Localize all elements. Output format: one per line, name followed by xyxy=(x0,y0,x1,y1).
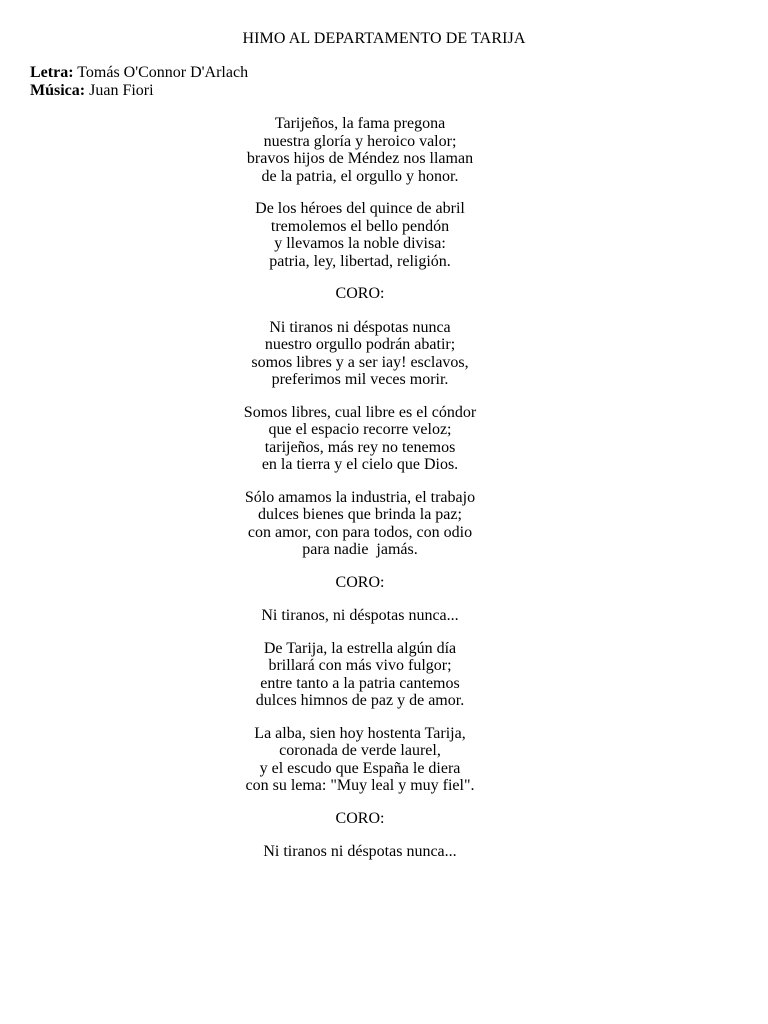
stanza xyxy=(0,489,720,559)
verse-line: preferimos mil veces morir. xyxy=(271,371,449,388)
credit-lyrics xyxy=(30,64,248,82)
verse-line: somos libres y a ser iay! esclavos, xyxy=(251,353,469,371)
verse-line: Ni tiranos, ni déspotas nunca... xyxy=(261,607,459,624)
verse-line: Ni tiranos ni déspotas nunca xyxy=(269,318,451,336)
verse-line: bravos hijos de Méndez nos llaman xyxy=(246,150,474,167)
verse-line: Somos libres, cual libre es el cóndor xyxy=(243,403,477,421)
verse-line: brillará con más vivo fulgor; xyxy=(268,657,452,674)
verse-line: nuestra gloría y heroico valor; xyxy=(263,132,457,150)
stanza xyxy=(0,115,720,185)
verse-line: Ni tiranos ni déspotas nunca... xyxy=(263,843,457,860)
stanza xyxy=(0,404,720,474)
poem-body xyxy=(0,115,720,876)
credit-lyrics-value: Tomás O'Connor D'Arlach xyxy=(73,64,249,81)
verse-line: CORO: xyxy=(335,573,385,591)
verse-line: De Tarija, la estrella algún día xyxy=(263,639,457,657)
verse-line: tarijeños, más rey no tenemos xyxy=(264,438,456,456)
verse-line: y llevamos la noble divisa: xyxy=(274,235,446,252)
verse-line: nuestro orgullo podrán abatir; xyxy=(264,336,456,353)
verse-line: dulces bienes que brinda la paz; xyxy=(258,506,462,523)
stanza xyxy=(0,200,720,270)
chorus-heading xyxy=(0,285,720,303)
credit-lyrics-label: Letra: xyxy=(30,64,74,81)
credit-music-value: Juan Fiori xyxy=(85,82,154,99)
verse-line: CORO: xyxy=(335,809,385,827)
stanza xyxy=(0,640,720,710)
chorus-heading xyxy=(0,574,720,592)
verse-line: entre tanto a la patria cantemos xyxy=(260,674,460,692)
verse-line: tremolemos el bello pendón xyxy=(270,217,450,235)
stanza xyxy=(0,607,720,625)
stanza xyxy=(0,843,720,861)
stanza xyxy=(0,319,720,389)
verse-line: CORO: xyxy=(335,285,385,302)
verse-line: de la patria, el orgullo y honor. xyxy=(261,167,459,185)
page-title: HIMO AL DEPARTAMENTO DE TARIJA xyxy=(242,30,526,47)
credits-block xyxy=(30,64,248,100)
verse-line: con su lema: "Muy leal y muy fiel". xyxy=(245,777,475,794)
verse-line: y el escudo que España le diera xyxy=(259,759,461,777)
verse-line: Sólo amamos la industria, el trabajo xyxy=(244,488,476,506)
verse-line: en la tierra y el cielo que Dios. xyxy=(261,456,459,473)
verse-line: que el espacio recorre veloz; xyxy=(268,421,452,438)
credit-music xyxy=(30,82,248,100)
chorus-heading xyxy=(0,810,720,828)
verse-line: con amor, con para todos, con odio xyxy=(247,523,473,541)
verse-line: De los héroes del quince de abril xyxy=(255,200,465,217)
credit-music-label: Música: xyxy=(30,82,86,99)
stanza xyxy=(0,725,720,795)
verse-line: La alba, sien hoy hostenta Tarija, xyxy=(254,724,466,742)
verse-line: patria, ley, libertad, religión. xyxy=(269,252,451,270)
verse-line: dulces himnos de paz y de amor. xyxy=(255,692,465,709)
verse-line: coronada de verde laurel, xyxy=(279,742,441,759)
verse-line: para nadie jamás. xyxy=(302,541,418,558)
verse-line: Tarijeños, la fama pregona xyxy=(274,115,446,132)
